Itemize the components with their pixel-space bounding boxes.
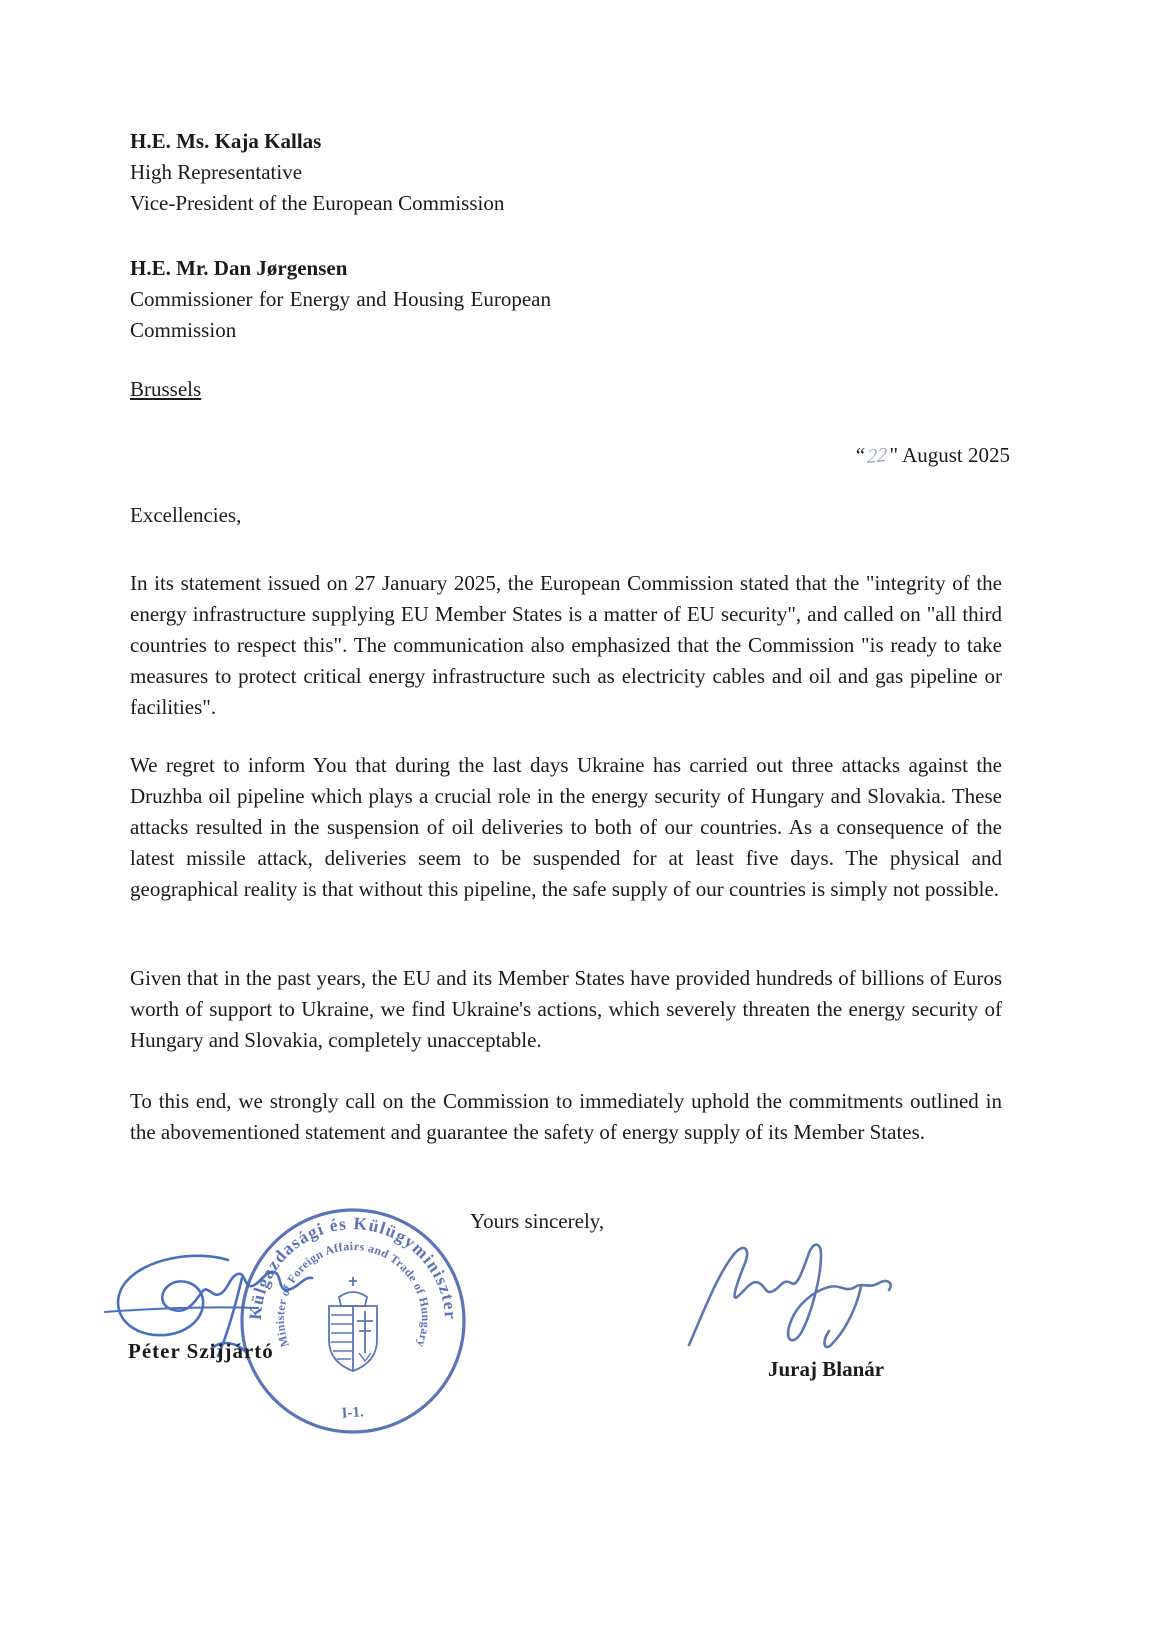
stamp-inner-text: Minister of Foreign Affairs and Trade of Hungary <box>272 1239 434 1350</box>
body-paragraph-1: In its statement issued on 27 January 2025, the European Commission stated that the "integrity of the energy infrastructure supplying EU Member States is a matter of EU security", and called on "all third countries to respect this". The communication also emphasized that the Commission "is ready to take measures to protect critical energy infrastructure such as electricity cables and oil and gas pipeline or facilities". <box>130 571 1002 719</box>
date-close-quote: " <box>889 443 899 467</box>
ministry-stamp <box>233 1201 473 1441</box>
recipient-primary-title-1: High Representative <box>130 160 303 184</box>
recipient-primary-block <box>130 126 690 219</box>
signer-right-name: Juraj Blanár <box>768 1357 885 1381</box>
date-month-year: August 2025 <box>902 443 1010 467</box>
stamp-outer-text: Külgazdasági és Külügyminiszter <box>244 1212 462 1321</box>
salutation: Excellencies, <box>130 503 242 527</box>
signature-blanar-icon <box>683 1233 898 1353</box>
date-open-quote: “ <box>853 443 866 467</box>
body-paragraph-2: We regret to inform You that during the last days Ukraine has carried out three attacks against the Druzhba oil pipeline which plays a crucial role in the energy security of Hungary and Slovakia. These attacks resulted in the suspension of oil deliveries to both of our countries. As a consequence of the latest missile attack, deliveries seem to be suspended for at least five days. The physical and geographical reality is that without this pipeline, the safe supply of our countries is simply not possible. <box>130 753 1002 901</box>
coat-of-arms-icon <box>329 1277 377 1371</box>
recipient-secondary-name: H.E. Mr. Dan Jørgensen <box>130 256 348 280</box>
closing-line: Yours sincerely, <box>470 1209 605 1233</box>
recipient-primary-name: H.E. Ms. Kaja Kallas <box>130 129 322 153</box>
recipient-secondary-block <box>130 253 551 346</box>
body-paragraph-4: To this end, we strongly call on the Commission to immediately uphold the commitments outlined in the abovementioned statement and guarantee the safety of energy supply of its Member States. <box>130 1089 1002 1144</box>
date-line <box>130 440 1010 472</box>
recipient-secondary-title-1: Commissioner for Energy and Housing European <box>130 287 551 311</box>
stamp-bottom-mark: I-1. <box>341 1404 365 1422</box>
recipient-primary-title-2: Vice-President of the European Commission <box>130 191 505 215</box>
date-handwritten-day: 22 <box>867 443 888 469</box>
signer-left-name: Péter Szijjártó <box>128 1339 274 1363</box>
recipient-secondary-title-2: Commission <box>130 318 237 342</box>
body-paragraph-3: Given that in the past years, the EU and its Member States have provided hundreds of billions of Euros worth of support to Ukraine, we find Ukraine's actions, which severely threaten the energy security of Hungary and Slovakia, completely unacceptable. <box>130 966 1002 1052</box>
place-line: Brussels <box>130 377 202 401</box>
